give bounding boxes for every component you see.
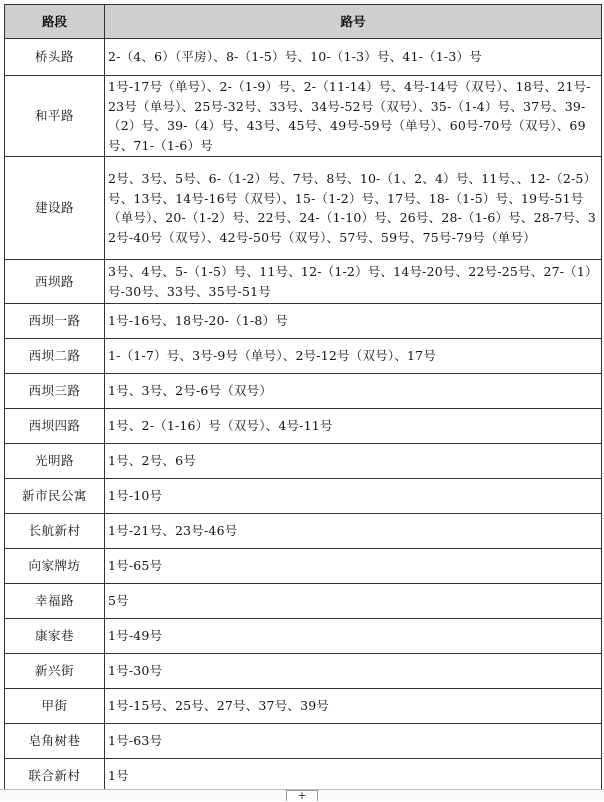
table-row [5,514,602,549]
numbers-cell: 1号、2号、6号 [105,444,602,479]
road-number-table [4,4,602,794]
segment-cell: 西坝一路 [5,304,105,339]
add-button[interactable]: + [286,790,318,801]
table-row [5,374,602,409]
numbers-cell: 1号-17号（单号）、2-（1-9）号、2-（11-14）号、4号-14号（双号）、18号、21号-23号（单号）、25号-32号、33号、34号-52号（双号）、35-（1-4）号、37号、39-（2）号、39-（4）号、43号、45号、49号-59号（单号）、60号-70号（双号）、69号、71-（1-6）号 [105,76,602,157]
numbers-cell: 1号、3号、2号-6号（双号） [105,374,602,409]
segment-cell: 向家牌坊 [5,549,105,584]
numbers-cell: 3号、4号、5-（1-5）号、11号、12-（1-2）号、14号-20号、22号-25号、27-（1）号-30号、33号、35号-51号 [105,260,602,304]
numbers-cell: 1号-10号 [105,479,602,514]
numbers-cell: 1号、2-（1-16）号（双号）、4号-11号 [105,409,602,444]
numbers-cell: 2-（4、6）（平房）、8-（1-5）号、10-（1-3）号、41-（1-3）号 [105,39,602,76]
table-row [5,339,602,374]
table-row [5,479,602,514]
table-row [5,724,602,759]
segment-cell: 长航新村 [5,514,105,549]
segment-cell: 光明路 [5,444,105,479]
table-row [5,76,602,157]
table-header-row [5,5,602,39]
table-row [5,409,602,444]
table-row [5,260,602,304]
numbers-cell: 5号 [105,584,602,619]
table-row [5,549,602,584]
table-row [5,304,602,339]
table-row [5,157,602,260]
numbers-cell: 1-（1-7）号、3号-9号（单号）、2号-12号（双号）、17号 [105,339,602,374]
segment-cell: 和平路 [5,76,105,157]
table-row [5,689,602,724]
table-row [5,619,602,654]
numbers-cell: 1号-15号、25号、27号、37号、39号 [105,689,602,724]
numbers-cell: 1号-30号 [105,654,602,689]
table-row [5,39,602,76]
numbers-cell: 1号 [105,759,602,794]
segment-cell: 联合新村 [5,759,105,794]
numbers-cell: 1号-63号 [105,724,602,759]
segment-cell: 西坝三路 [5,374,105,409]
segment-cell: 桥头路 [5,39,105,76]
segment-cell: 西坝二路 [5,339,105,374]
segment-cell: 新市民公寓 [5,479,105,514]
numbers-cell: 1号-21号、23号-46号 [105,514,602,549]
segment-cell: 新兴街 [5,654,105,689]
table-row [5,444,602,479]
numbers-cell: 1号-16号、18号-20-（1-8）号 [105,304,602,339]
segment-cell: 西坝路 [5,260,105,304]
header-segment: 路段 [5,5,105,39]
segment-cell: 康家巷 [5,619,105,654]
numbers-cell: 2号、3号、5号、6-（1-2）号、7号、8号、10-（1、2、4）号、11号、、12-（2-5）号、13号、14号-16号（双号）、15-（1-2）号、17号、18-（1-5）号、19号-51号（单号）、20-（1-2）号、22号、24-（1-10）号、26号、28-（1-6）号、28-7号、32号-40号（双号）、42号-50号（双号）、57号、59号、75号-79号（单号） [105,157,602,260]
segment-cell: 西坝四路 [5,409,105,444]
segment-cell: 幸福路 [5,584,105,619]
numbers-cell: 1号-65号 [105,549,602,584]
segment-cell: 建设路 [5,157,105,260]
numbers-cell: 1号-49号 [105,619,602,654]
table-row [5,654,602,689]
table-row [5,584,602,619]
segment-cell: 甲街 [5,689,105,724]
segment-cell: 皂角树巷 [5,724,105,759]
header-numbers: 路号 [105,5,602,39]
